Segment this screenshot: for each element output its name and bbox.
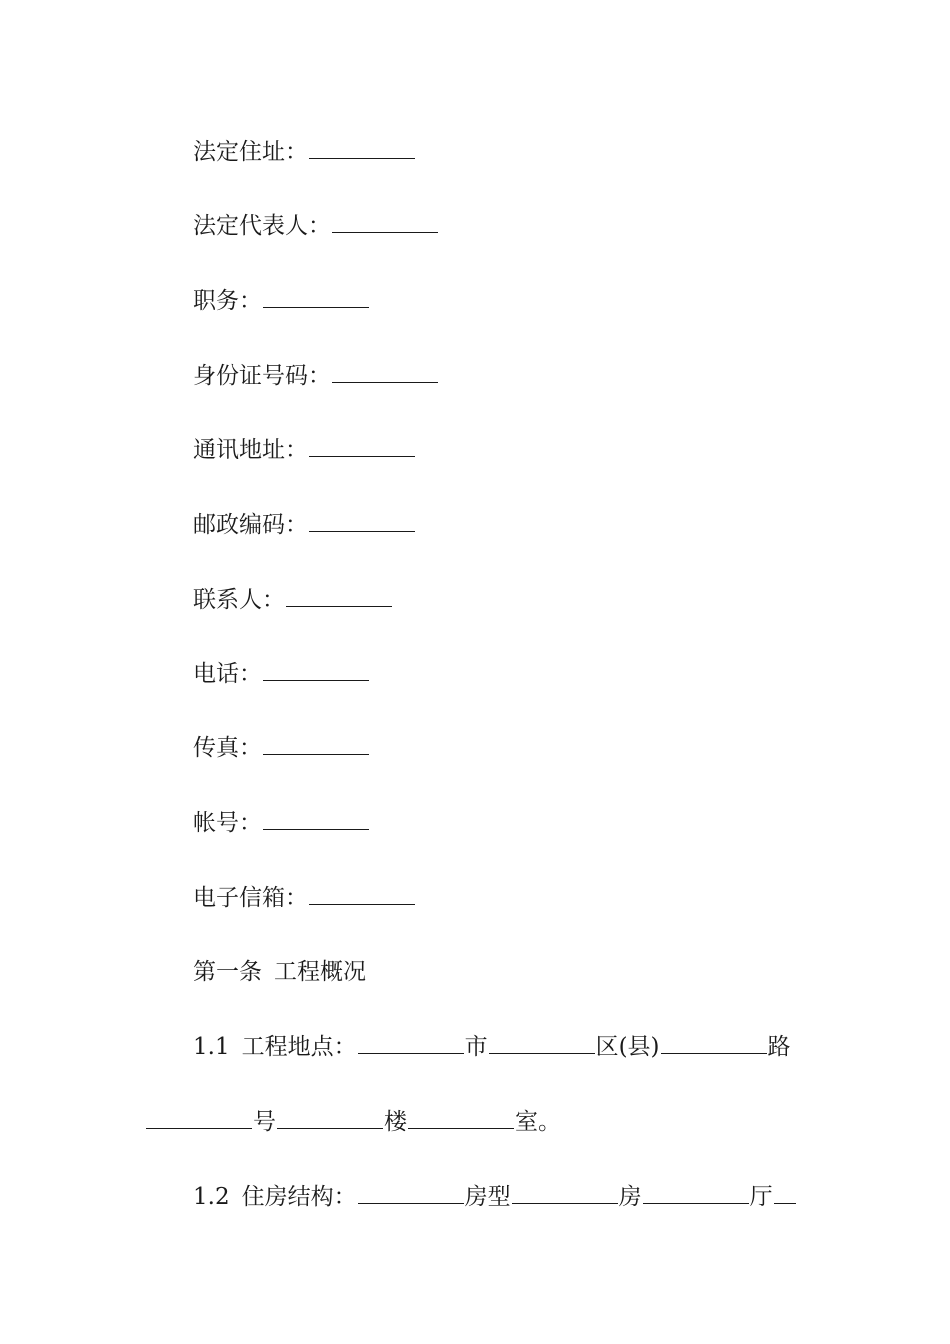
field-fax: [0, 728, 950, 768]
section-number: 第一条: [193, 959, 262, 985]
blank-line: [146, 1106, 252, 1129]
field-contact-person: [0, 580, 950, 620]
blank-line: [309, 882, 415, 905]
field-label: 通讯地址：: [193, 437, 308, 463]
blank-line: [332, 210, 438, 233]
blank-line: [277, 1106, 383, 1129]
blank-line: [286, 584, 392, 607]
blank-line: [512, 1181, 618, 1204]
clause-label: 工程地点：: [241, 1034, 357, 1060]
clause-number: 1.2: [193, 1184, 230, 1210]
clause-1-1-line-1: [0, 1027, 950, 1067]
field-label: 法定代表人：: [193, 213, 331, 239]
blank-line: [358, 1181, 464, 1204]
house-type-suffix: 房型: [464, 1184, 511, 1210]
field-label: 邮政编码：: [193, 512, 308, 538]
field-postal-code: [0, 505, 950, 545]
field-label: 传真：: [193, 735, 262, 761]
field-email: [0, 878, 950, 918]
field-account: [0, 803, 950, 843]
field-label: 电话：: [193, 661, 262, 687]
blank-line: [263, 807, 369, 830]
district-suffix: 区(县): [595, 1034, 660, 1060]
clause-number: 1.1: [193, 1034, 230, 1060]
field-phone: [0, 654, 950, 694]
field-position: [0, 281, 950, 321]
field-label: 联系人：: [193, 587, 285, 613]
blank-line: [309, 136, 415, 159]
field-label: 身份证号码：: [193, 363, 331, 389]
room-suffix: 室。: [515, 1109, 561, 1135]
clause-1-2-line-1: [0, 1177, 950, 1217]
road-suffix: 路: [767, 1034, 791, 1060]
blank-line: [408, 1106, 514, 1129]
field-id-number: [0, 356, 950, 396]
rooms-suffix: 房: [618, 1184, 642, 1210]
blank-line: [332, 360, 438, 383]
city-suffix: 市: [464, 1034, 488, 1060]
blank-line: [263, 285, 369, 308]
field-label: 电子信箱：: [193, 885, 308, 911]
blank-line: [263, 658, 369, 681]
halls-suffix: 厅: [749, 1184, 773, 1210]
field-label: 法定住址：: [193, 139, 308, 165]
blank-line: [661, 1031, 767, 1054]
blank-line: [358, 1031, 464, 1054]
section-title: 工程概况: [274, 959, 366, 985]
field-legal-representative: [0, 206, 950, 246]
clause-1-1-line-2: [0, 1102, 950, 1142]
blank-line: [309, 509, 415, 532]
clause-label: 住房结构：: [241, 1184, 357, 1210]
blank-line: [774, 1181, 796, 1204]
blank-line: [309, 434, 415, 457]
field-legal-address: [0, 132, 950, 172]
blank-line: [263, 732, 369, 755]
field-label: 帐号：: [193, 810, 262, 836]
field-label: 职务：: [193, 288, 262, 314]
building-suffix: 楼: [384, 1109, 407, 1135]
number-suffix: 号: [253, 1109, 276, 1135]
section-heading: [0, 952, 950, 992]
blank-line: [643, 1181, 749, 1204]
field-mailing-address: [0, 430, 950, 470]
blank-line: [489, 1031, 595, 1054]
